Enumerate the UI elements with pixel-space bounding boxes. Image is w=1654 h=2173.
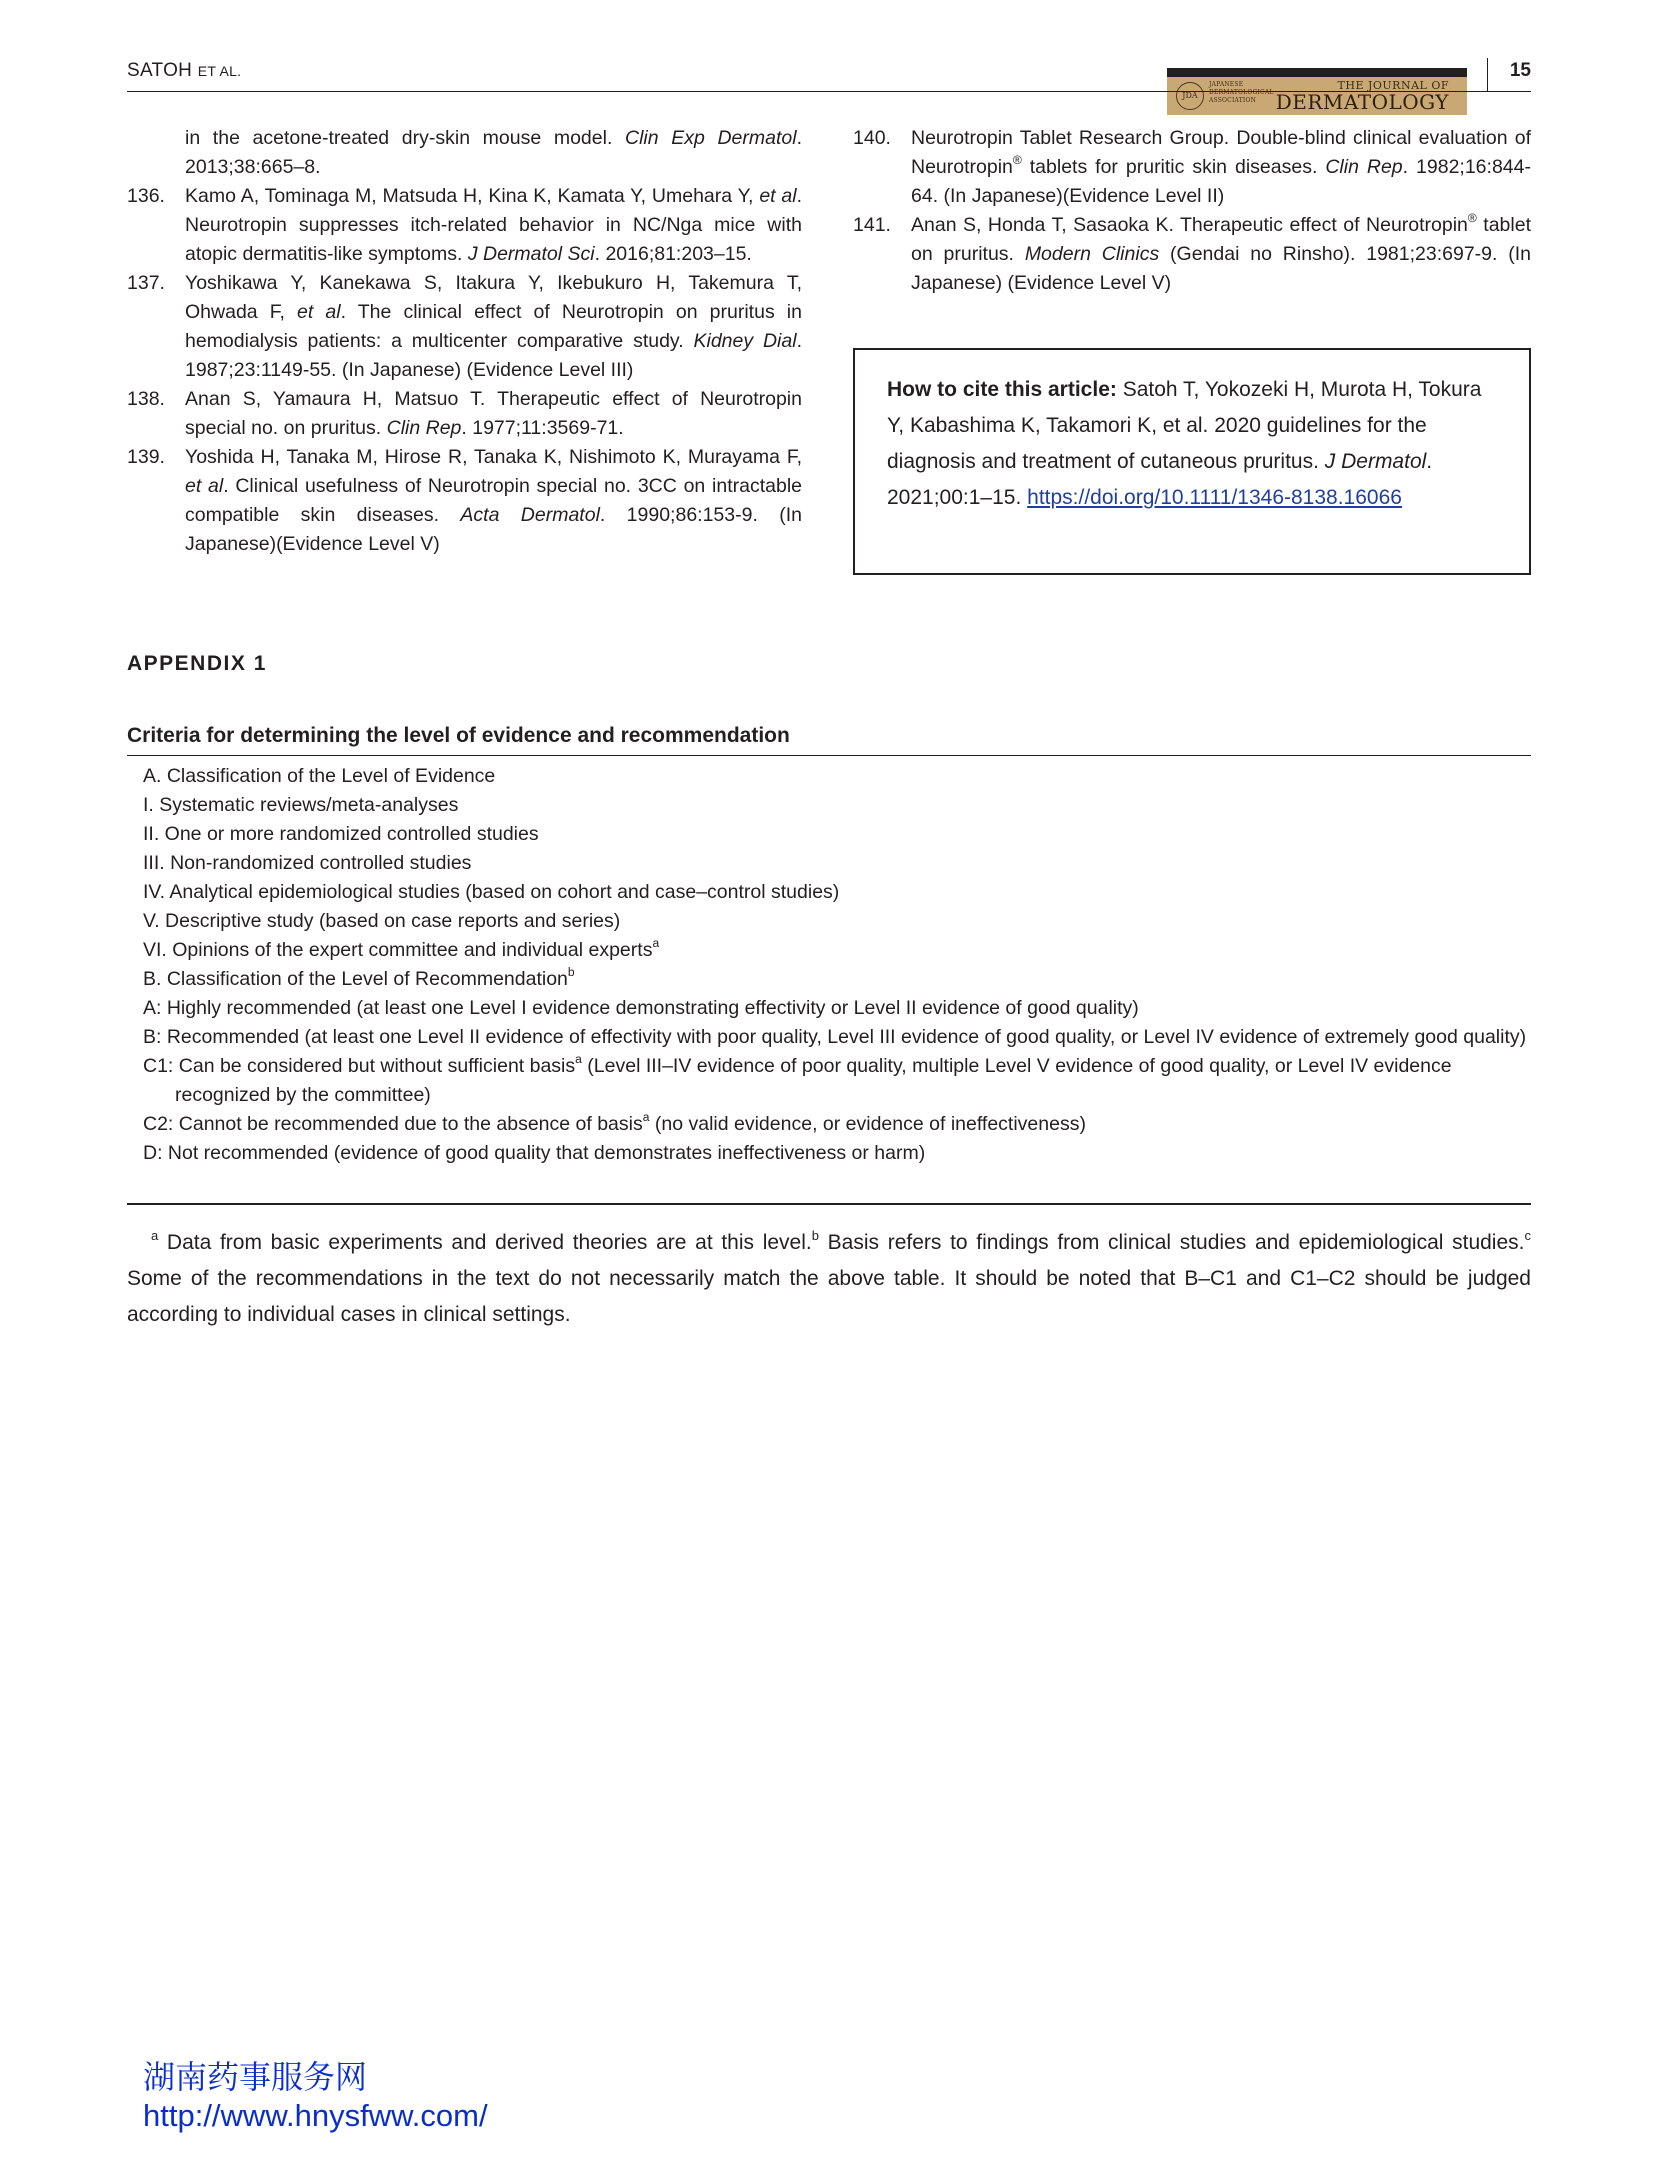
reference-italic-text: et al [185, 475, 224, 497]
table-row: V. Descriptive study (based on case reports and series) [143, 910, 621, 932]
row-footnote-mark: b [567, 965, 575, 980]
evidence-criteria-table [143, 762, 1531, 1168]
reference-number: 141. [853, 214, 891, 236]
row-footnote-mark: a [652, 936, 660, 951]
reference-text: in the acetone-treated dry-skin mouse model. [185, 127, 626, 149]
reference-italic-text: et al [759, 185, 797, 207]
reference-number: 138. [127, 388, 165, 410]
citation-journal: J Dermatol [1324, 450, 1427, 473]
reference-number: 136. [127, 185, 165, 207]
row-footnote-mark: a [642, 1110, 650, 1125]
running-head-author: SATOH ET AL. [127, 60, 242, 81]
header-rule [127, 91, 1531, 92]
logo-the-journal-of: THE JOURNAL OF [1337, 79, 1449, 92]
reference-italic-text: Kidney Dial [693, 330, 797, 352]
reference-text: tablet on pruritus. [911, 214, 1531, 265]
page-number: 15 [1509, 60, 1531, 81]
table-caption: Criteria for determining the level of evidence and recommendation [127, 724, 790, 747]
reference-text: . Clinical usefulness of Neurotropin special no. 3CC on intractable compatible skin diseases. [185, 475, 802, 526]
registered-mark: ® [1012, 153, 1022, 168]
table-row: B. Classification of the Level of Recommendation$^b$ [143, 965, 575, 990]
running-head-et-al: ET AL. [197, 63, 242, 79]
how-to-cite-box [853, 348, 1531, 575]
reference-number: 137. [127, 272, 165, 294]
table-row: II. One or more randomized controlled studies [143, 823, 539, 845]
reference-text: . Neurotropin suppresses itch-related behavior in NC/Nga mice with atopic dermatitis-like symptoms. [185, 185, 802, 265]
footnote-mark-b: b [811, 1227, 819, 1243]
table-row: IV. Analytical epidemiological studies (based on cohort and case–control studies) [143, 881, 840, 903]
reference-text: . 1977;11:3569-71. [461, 417, 624, 439]
doi-link[interactable]: https://doi.org/10.1111/1346-8138.16066 [1027, 486, 1402, 509]
reference-italic-text: Clin Rep [1325, 156, 1403, 178]
table-footnote: $^a$ Data from basic experiments and derived theories are at this level.$^b$ Basis refers to findings from clinical studies and epidemiological studies.$^c$ Some of the recommendations in the text do not necessarily match the above table. It should be noted that B–C1 and C1–C2 should be judged according to individual cases in clinical settings. [127, 1227, 1531, 1326]
reference-text: (Gendai no Rinsho). 1981;23:697-9. (In Japanese) (Evidence Level V) [911, 243, 1532, 294]
reference-item [853, 124, 1531, 211]
reference-item [127, 124, 802, 182]
table-row: B: Recommended (at least one Level II evidence of effectivity with poor quality, Level III evidence of good quality, or Level IV evidence of extremely good quality) [143, 1026, 1527, 1048]
reference-italic-text: et al [297, 301, 341, 323]
reference-italic-text: Clin Exp Dermatol [625, 127, 797, 149]
reference-text: . The clinical effect of Neurotropin on pruritus in hemodialysis patients: a multicenter comparative study. [185, 301, 802, 352]
reference-italic-text: Acta Dermatol [460, 504, 600, 526]
reference-item [127, 385, 802, 443]
logo-journal-name: DERMATOLOGY [1275, 90, 1449, 114]
reference-number: 139. [127, 446, 165, 468]
table-row: VI. Opinions of the expert committee and individual experts$^a$ [143, 936, 660, 961]
table-row: A. Classification of the Level of Evidence [143, 765, 496, 787]
references-left-column [127, 124, 802, 559]
reference-text: . 1987;23:1149-55. (In Japanese) (Evidence Level III) [185, 330, 802, 381]
table-top-rule [127, 755, 1531, 756]
reference-item [853, 211, 1531, 298]
row-footnote-mark: a [575, 1052, 582, 1067]
reference-italic-text: Clin Rep [386, 417, 462, 439]
reference-text: Neurotropin Tablet Research Group. Double-blind clinical evaluation of Neurotropin [911, 127, 1531, 178]
watermark-site-name: 湖南药事服务网 [143, 2058, 368, 2096]
reference-item [127, 269, 802, 385]
reference-text: . 2013;38:665–8. [185, 127, 803, 178]
reference-text: . 1982;16:844-64. (In Japanese)(Evidence Level II) [911, 156, 1531, 207]
reference-text: Yoshida H, Tanaka M, Hirose R, Tanaka K, Nishimoto K, Murayama F, [185, 446, 802, 468]
reference-text: tablets for pruritic skin diseases. [1021, 156, 1326, 178]
jda-seal-icon: JDA [1176, 82, 1204, 110]
citation-text: How to cite this article: Satoh T, Yokozeki H, Murota H, Tokura Y, Kabashima K, Takamori K, et al. 2020 guidelines for the diagnosis and treatment of cutaneous pruritus. J Dermatol. 2021;00:1–15. https://doi.org/10.1111/1346-8138.16066 [887, 378, 1482, 509]
table-row: I. Systematic reviews/meta-analyses [143, 794, 459, 816]
reference-item [127, 182, 802, 269]
watermark-url[interactable]: http://www.hnysfww.com/ [143, 2098, 488, 2133]
footnote-mark-a: a [151, 1227, 159, 1243]
registered-mark: ® [1467, 211, 1477, 226]
table-row: C2: Cannot be recommended due to the absence of basis$^a$ (no valid evidence, or evidence of ineffectiveness) [143, 1110, 1086, 1135]
table-row: D: Not recommended (evidence of good quality that demonstrates ineffectiveness or harm) [143, 1142, 926, 1164]
table-row: A: Highly recommended (at least one Level I evidence demonstrating effectivity or Level II evidence of good quality) [143, 997, 1139, 1019]
logo-top-bar [1167, 68, 1467, 77]
reference-text: Kamo A, Tominaga M, Matsuda H, Kina K, Kamata Y, Umehara Y, [185, 185, 760, 207]
appendix-heading: APPENDIX 1 [127, 652, 267, 675]
reference-italic-text: J Dermatol Sci [467, 243, 595, 265]
footnote-mark-c: c [1524, 1227, 1531, 1243]
table-bottom-rule [127, 1203, 1531, 1205]
table-row: C1: Can be considered but without sufficient basis$^a$ (Level III–IV evidence of poor quality, multiple Level V evidence of good quality, or Level IV evidence recognized by the committee) [143, 1052, 1452, 1106]
logo-association-text: JAPANESE DERMATOLOGICAL ASSOCIATION [1209, 81, 1274, 104]
reference-number: 140. [853, 127, 891, 149]
table-row: III. Non-randomized controlled studies [143, 852, 472, 874]
reference-italic-text: Modern Clinics [1024, 243, 1160, 265]
references-right-column [853, 124, 1531, 298]
reference-text: Anan S, Honda T, Sasaoka K. Therapeutic effect of Neurotropin [911, 214, 1468, 236]
reference-text: . 2016;81:203–15. [594, 243, 752, 265]
reference-text: Anan S, Yamaura H, Matsuo T. Therapeutic effect of Neurotropin special no. on pruritus. [185, 388, 802, 439]
reference-text: Yoshikawa Y, Kanekawa S, Itakura Y, Ikebukuro H, Takemura T, Ohwada F, [185, 272, 802, 323]
reference-text: . 1990;86:153-9. (In Japanese)(Evidence Level V) [185, 504, 802, 555]
reference-item [127, 443, 802, 559]
page-number-separator [1487, 58, 1488, 92]
citation-label: How to cite this article: [887, 378, 1117, 401]
